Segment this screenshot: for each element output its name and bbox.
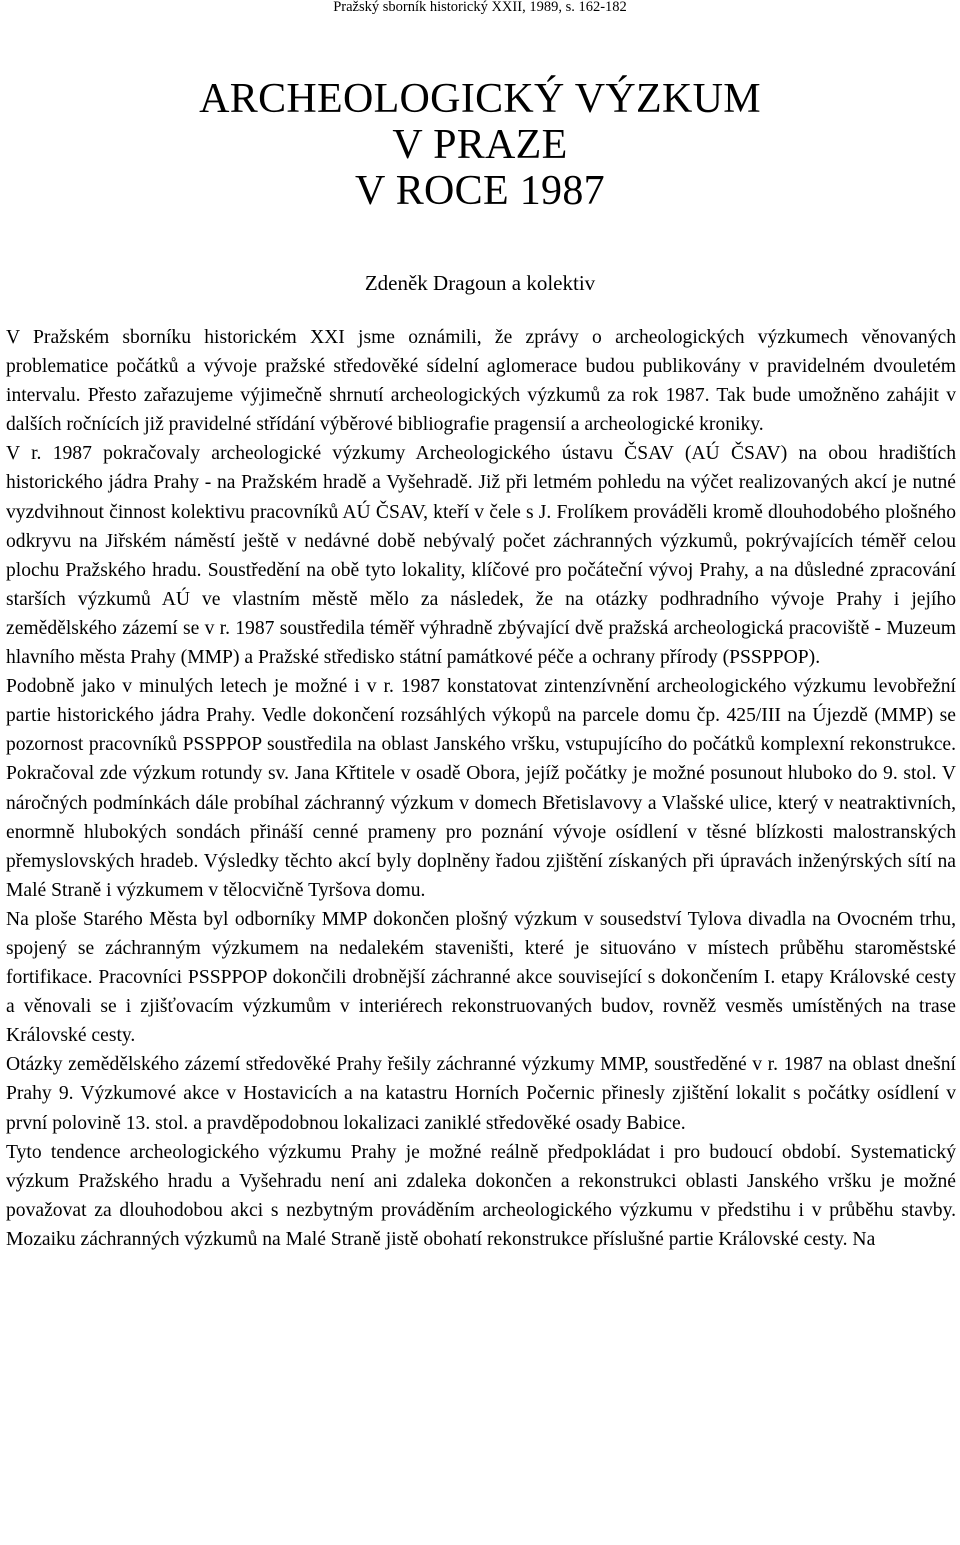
title-line-3: V ROCE 1987: [355, 168, 605, 214]
article-body: [6, 323, 956, 1254]
paragraph-castle-research: V r. 1987 pokračovaly archeologické výzkumy Archeologického ústavu ČSAV (AÚ ČSAV) na obou hradištích historického jádra Prahy - na Pražském hradě a Vyšehradě. Již při letmém pohledu na výčet realizovaných akcí je nutné vyzdvihnout činnost kolektivu pracovníků AÚ ČSAV, kteří v čele s J. Frolíkem prováděli kromě dlouhodobého plošného odkryvu na Jiřském náměstí ještě v nedávné době nebývalý počet záchranných výzkumů, pokrývajících téměř celou plochu Pražského hradu. Soustředění na obě tyto lokality, klíčové pro počáteční vývoj Prahy, a na důsledné zpracování starších výzkumů AÚ ve vlastním městě mělo za následek, že na otázky podhradního vývoje Prahy i jejího zemědělského zázemí se v r. 1987 soustředila téměř výhradně zbývající dvě pražská archeologická pracoviště - Muzeum hlavního města Prahy (MMP) a Pražské středisko státní památkové péče a ochrany přírody (PSSPPOP).: [6, 443, 956, 669]
paragraph-intro: V Pražském sborníku historickém XXI jsme oznámili, že zprávy o archeologických výzkumech věnovaných problematice počátků a vývoje pražské středověké sídelní aglomerace budou publikovány v pravidelném dvouletém intervalu. Přesto zařazujeme výjimečně shrnutí archeologických výzkumů za rok 1987. Tak bude umožněno zahájit v dalších ročnících již pravidelné střídání výběrové bibliografie pragensií a archeologické kroniky.: [6, 327, 956, 436]
paragraph-old-town: Na ploše Starého Města byl odborníky MMP dokončen plošný výzkum v sousedství Tylova divadla na Ovocném trhu, spojený se záchranným výzkumem na nedalekém staveništi, které je situováno v místech průběhu staroměstské fortifikace. Pracovníci PSSPPOP dokončili drobnější záchranné akce související s dokončením I. etapy Královské cesty a věnovali se i zjišťovacím výzkumům v interiérech rekonstruovaných budov, rovněž vesměs umístěných na trase Královské cesty.: [6, 908, 956, 1047]
paragraph-agricultural-hinterland: Otázky zemědělského zázemí středověké Prahy řešily záchranné výzkumy MMP, soustředěné v r. 1987 na oblast dnešní Prahy 9. Výzkumové akce v Hostavicích a na katastru Horních Počernic přinesly zjištění lokalit s počátky osídlení v první polovině 13. stol. a pravděpodobnou lokalizaci zaniklé středověké osady Babice.: [6, 1054, 956, 1134]
running-head: Pražský sborník historický XXII, 1989, s. 162-182: [333, 0, 627, 15]
article-author: Zdeněk Dragoun a kolektiv: [364, 271, 596, 295]
title-line-2: V PRAZE: [392, 122, 568, 168]
paragraph-future-tendencies: Tyto tendence archeologického výzkumu Prahy je možné reálně předpokládat i pro budoucí období. Systematický výzkum Pražského hradu a Vyšehradu není ani zdaleka dokončen a rekonstrukci oblasti Janského vršku je možné považovat za dlouhodobou akci s nezbytným prováděním archeologického výzkumu v předstihu i v průběhu stavby. Mozaiku záchranných výzkumů na Malé Straně jistě obohatí rekonstrukce příslušné partie Královské cesty. Na: [6, 1141, 956, 1250]
article-title: [0, 76, 960, 214]
paragraph-lesser-town: Podobně jako v minulých letech je možné i v r. 1987 konstatovat zintenzívnění archeologického výzkumu levobřežní partie historického jádra Prahy. Vedle dokončení rozsáhlých výkopů na parcele domu čp. 425/III na Újezdě (MMP) se pozornost pracovníků PSSPPOP soustředila na oblast Janského vršku, vstupujícího do počátků komplexní rekonstrukce. Pokračoval zde výzkum rotundy sv. Jana Křtitele v osadě Obora, jejíž počátky je možné posunout hluboko do 9. stol. V náročných podmínkách dále probíhal záchranný výzkum v domech Břetislavovy a Vlašské ulice, který v neatraktivních, enormně hlubokých sondách přináší cenné prameny pro poznání vývoje osídlení v těsné blízkosti malostranských přemyslovských hradeb. Výsledky těchto akcí byly doplněny řadou zjištění získaných při úpravách inženýrských sítí na Malé Straně i výzkumem v tělocvičně Tyršova domu.: [6, 676, 956, 901]
title-line-1: ARCHEOLOGICKÝ VÝZKUM: [199, 76, 761, 122]
